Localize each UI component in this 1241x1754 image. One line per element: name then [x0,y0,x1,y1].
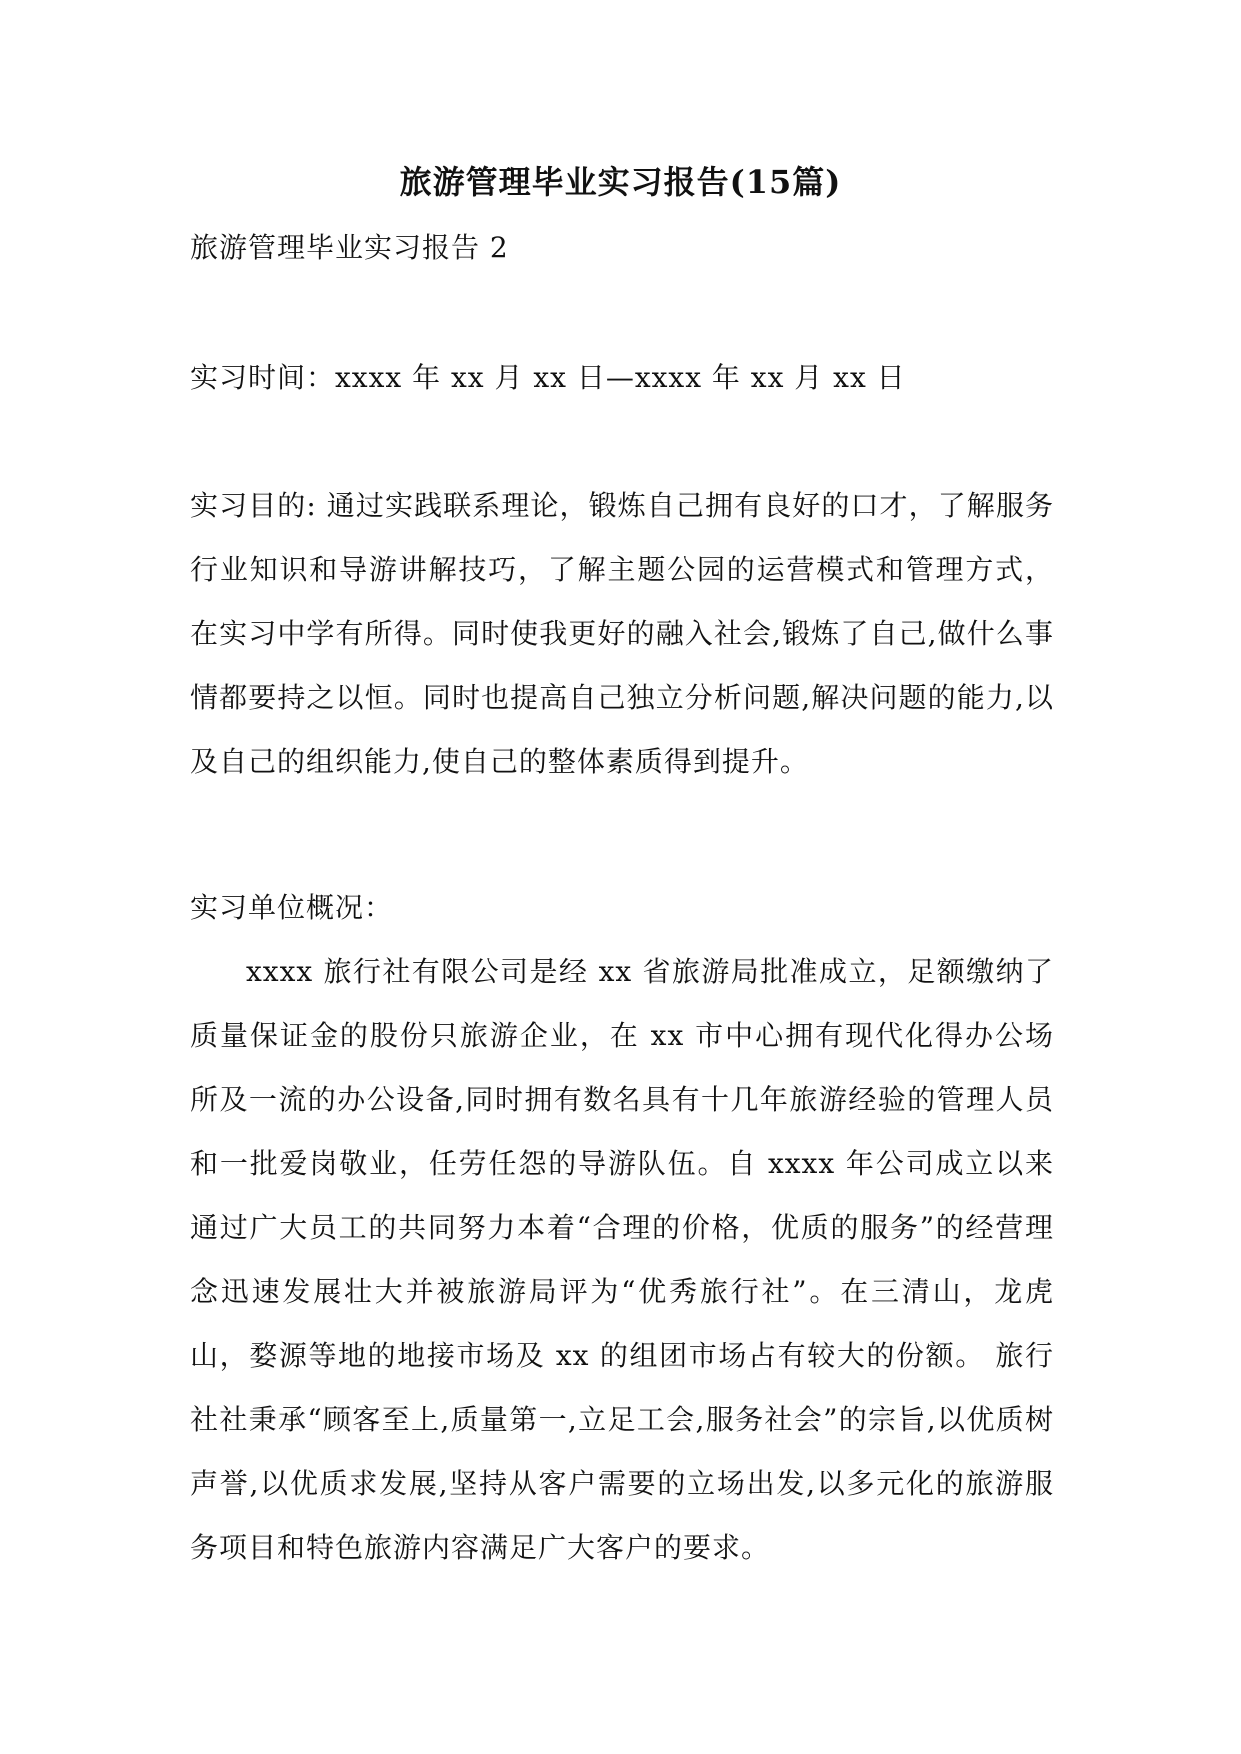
page-title: 旅游管理毕业实习报告(15篇) [399,163,842,201]
report-subtitle: 旅游管理毕业实习报告 2 [190,231,509,264]
unit-overview-paragraph: xxxx 旅行社有限公司是经 xx 省旅游局批准成立，足额缴纳了质量保证金的股份只旅游企业，在 xx 市中心拥有现代化得办公场所及一流的办公设备,同时拥有数名具有十几年旅游经验的管理人员和一批爱岗敬业，任劳任怨的导游队伍。自 xxxx 年公司成立以来通过广大员工的共同努力本着“合理的价格，优质的服务”的经营理念迅速发展壮大并被旅游局评为“优秀旅行社”。在三清山，龙虎山，婺源等地的地接市场及 xx 的组团市场占有较大的份额。 旅行社社秉承“顾客至上,质量第一,立足工会,服务社会”的宗旨,以优质树声誉,以优质求发展,坚持从客户需要的立场出发,以多元化的旅游服务项目和特色旅游内容满足广大客户的要求。 [190,955,1054,1564]
internship-period: 实习时间：xxxx 年 xx 月 xx 日—xxxx 年 xx 月 xx 日 [190,361,906,394]
internship-purpose-paragraph: 实习目的: 通过实践联系理论，锻炼自己拥有良好的口才，了解服务行业知识和导游讲解技巧，了解主题公园的运营模式和管理方式，在实习中学有所得。同时使我更好的融入社会,锻炼了自己,做什么事情都要持之以恒。同时也提高自己独立分析问题,解决问题的能力,以及自己的组织能力,使自己的整体素质得到提升。 [190,489,1054,778]
unit-overview-heading: 实习单位概况： [190,891,394,924]
